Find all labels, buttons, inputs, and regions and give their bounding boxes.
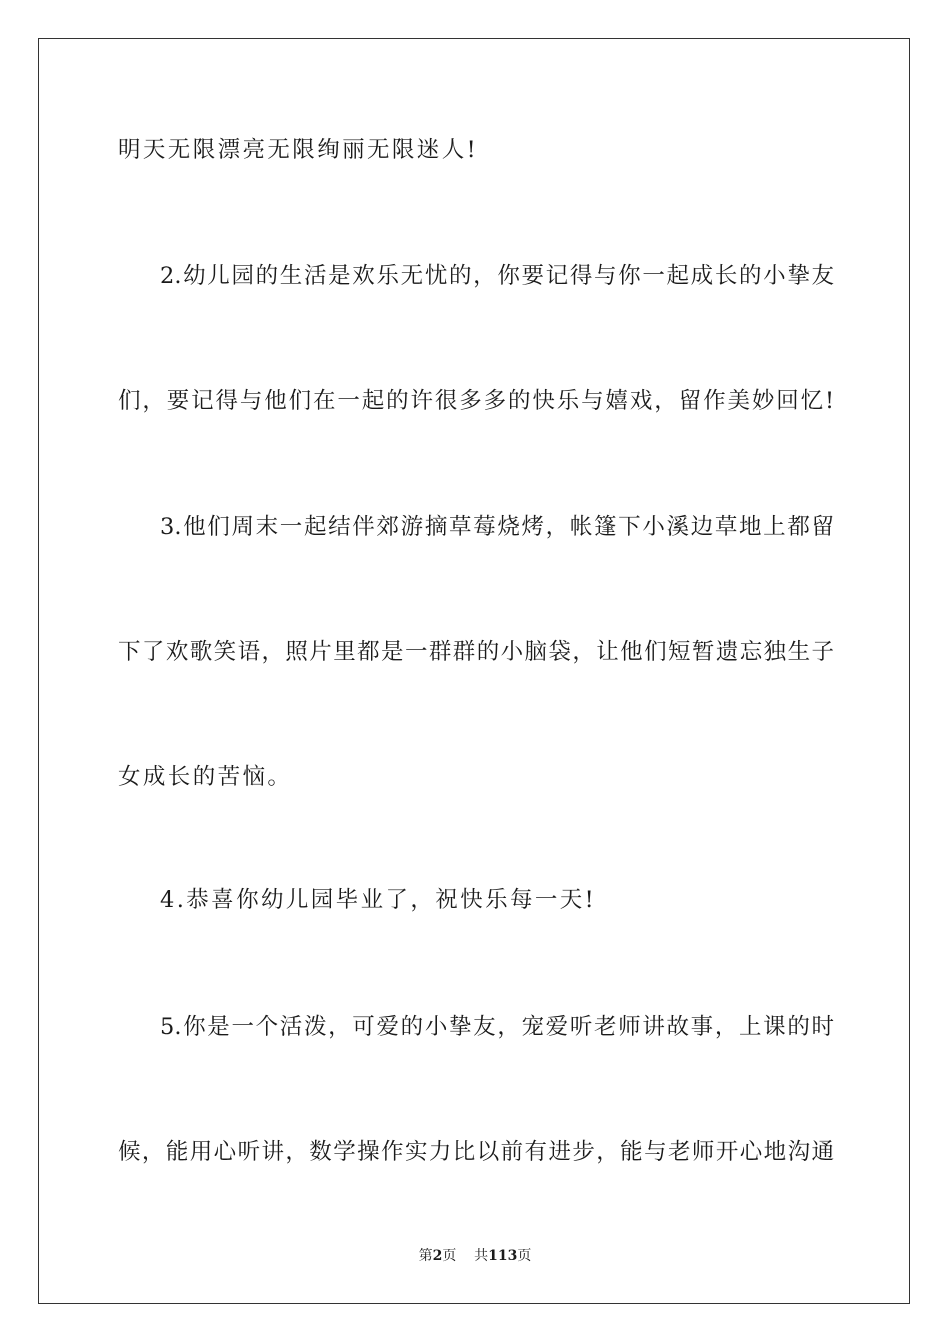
text-line-7: 4.恭喜你幼儿园毕业了，祝快乐每一天! (160, 887, 597, 913)
text-line-4: 3.他们周末一起结伴郊游摘草莓烧烤，帐篷下小溪边草地上都留 (160, 514, 834, 540)
text-line-3: 们，要记得与他们在一起的许很多多的快乐与嬉戏，留作美妙回忆! (118, 388, 834, 414)
page-number: 2 (432, 1248, 443, 1264)
text-line-1: 明天无限漂亮无限绚丽无限迷人! (118, 137, 479, 163)
page-prefix: 第 (418, 1248, 433, 1264)
text-line-6: 女成长的苦恼。 (118, 764, 293, 790)
page-suffix: 页 (442, 1248, 457, 1264)
page-footer (0, 1247, 950, 1265)
text-line-9: 候，能用心听讲，数学操作实力比以前有进步，能与老师开心地沟通 (118, 1139, 834, 1165)
total-suffix: 页 (517, 1248, 532, 1264)
total-pages: 113 (488, 1248, 518, 1264)
text-line-5: 下了欢歌笑语，照片里都是一群群的小脑袋，让他们短暂遗忘独生子 (118, 639, 834, 665)
text-line-2: 2.幼儿园的生活是欢乐无忧的，你要记得与你一起成长的小挚友 (160, 263, 834, 289)
page-frame (38, 38, 910, 1304)
total-prefix: 共 (474, 1248, 489, 1264)
text-line-8: 5.你是一个活泼，可爱的小挚友，宠爱听老师讲故事，上课的时 (160, 1014, 834, 1040)
